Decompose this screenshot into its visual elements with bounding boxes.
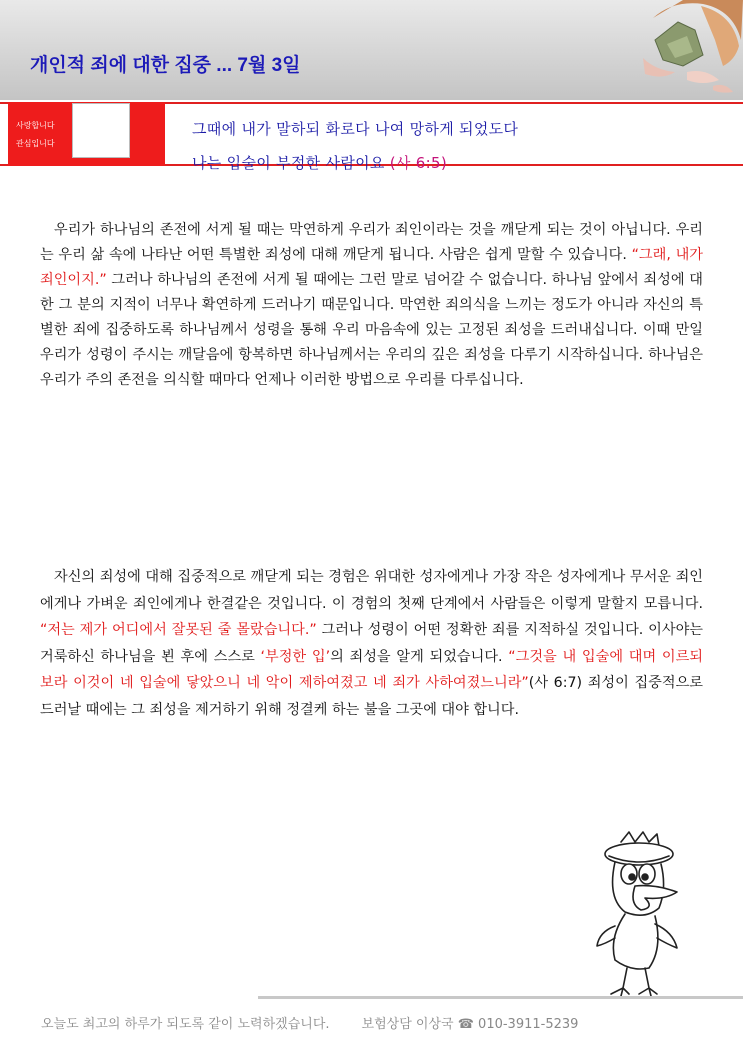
paragraph-1-part-1: 우리가 하나님의 존전에 서게 될 때는 막연하게 우리가 죄인이라는 것을 깨닫게 되는 것이 아닙니다. 우리는 우리 삶 속에 나타난 어떤 특별한 죄성에 대해 깨닫게 됩니다. 사람은 쉽게 말할 수 있습니다.	[40, 222, 703, 263]
paragraph-1	[40, 218, 703, 393]
footer-contact-label: 보험상담 이상국	[361, 1017, 454, 1032]
footer	[41, 1013, 578, 1032]
page-title: 개인적 죄에 대한 집중 ... 7월 3일	[30, 55, 301, 76]
paragraph-2-part-1: 자신의 죄성에 대해 집중적으로 깨닫게 되는 경험은 위대한 성자에게나 가장 작은 성자에게나 무서운 죄인에게나 가벼운 죄인에게나 한결같은 것입니다. 이 경험의 첫째 단계에서 사람들은 이렇게 말할지 모릅니다.	[40, 569, 703, 612]
banner-label-care: 관심입니다	[16, 139, 55, 148]
verse-line-2-text: 나는 입술이 부정한 사람이요	[192, 154, 390, 172]
banner-white-box	[72, 103, 130, 158]
verse-line-1: 그때에 내가 말하되 화로다 나여 망하게 되었도다	[192, 120, 519, 138]
paragraph-2-part-3: 의 죄성을 알게 되었습니다.	[330, 648, 509, 665]
broken-egg-money-illustration	[583, 0, 743, 100]
banner-label-love: 사랑합니다	[16, 121, 55, 130]
paragraph-2-part-4: (사 6:7) 죄성이 집중적으로 드러날 때에는 그 죄성을 제거하기 위해 정결케 하는 불을 그곳에 대야 합니다.	[40, 675, 704, 718]
paragraph-2-quote-2: ‘부정한 입’	[260, 648, 331, 665]
footer-divider	[258, 996, 743, 999]
verse-line-2	[192, 152, 447, 173]
paragraph-2-part-2: 그러나 성령이 어떤 정확한 죄를 지적하실 것입니다. 이사야는 거룩하신 하나님을 뵌 후에 스스로	[40, 622, 704, 665]
paragraph-2-quote-3: “그것을 내 입술에 대며 이르되 보라 이것이 네 입술에 닿았으니 네 악이 제하여졌고 네 죄가 사하여졌느니라”	[40, 648, 704, 691]
duck-mascot-illustration	[585, 828, 695, 998]
verse-reference: (사 6:5)	[389, 154, 447, 172]
footer-phone: 010-3911-5239	[478, 1017, 579, 1032]
paragraph-1-quote: “그래, 내가 죄인이지.”	[40, 247, 703, 288]
header-band	[0, 0, 743, 100]
paragraph-2	[40, 564, 703, 723]
phone-icon: ☎	[457, 1017, 474, 1032]
paragraph-1-part-2: 그러나 하나님의 존전에 서게 될 때에는 그런 말로 넘어갈 수 없습니다. 하나님 앞에서 죄성에 대한 그 분의 지적이 너무나 확연하게 드러나기 때문입니다. 막연한 죄의식을 느끼는 정도가 아니라 자신의 특별한 죄에 집중하도록 하나님께서 성령을 통해 우리 마음속에 있는 고정된 죄성을 드러내십니다. 이때 만일 우리가 성령이 주시는 깨달음에 항복하면 하나님께서는 우리의 깊은 죄성을 다루기 시작하십니다. 하나님은 우리가 주의 존전을 의식할 때마다 언제나 이러한 방법으로 우리를 다루십니다.	[40, 272, 703, 388]
footer-slogan: 오늘도 최고의 하루가 되도록 같이 노력하겠습니다.	[41, 1017, 330, 1032]
paragraph-2-quote-1: “저는 제가 어디에서 잘못된 줄 몰랐습니다.”	[40, 622, 317, 638]
